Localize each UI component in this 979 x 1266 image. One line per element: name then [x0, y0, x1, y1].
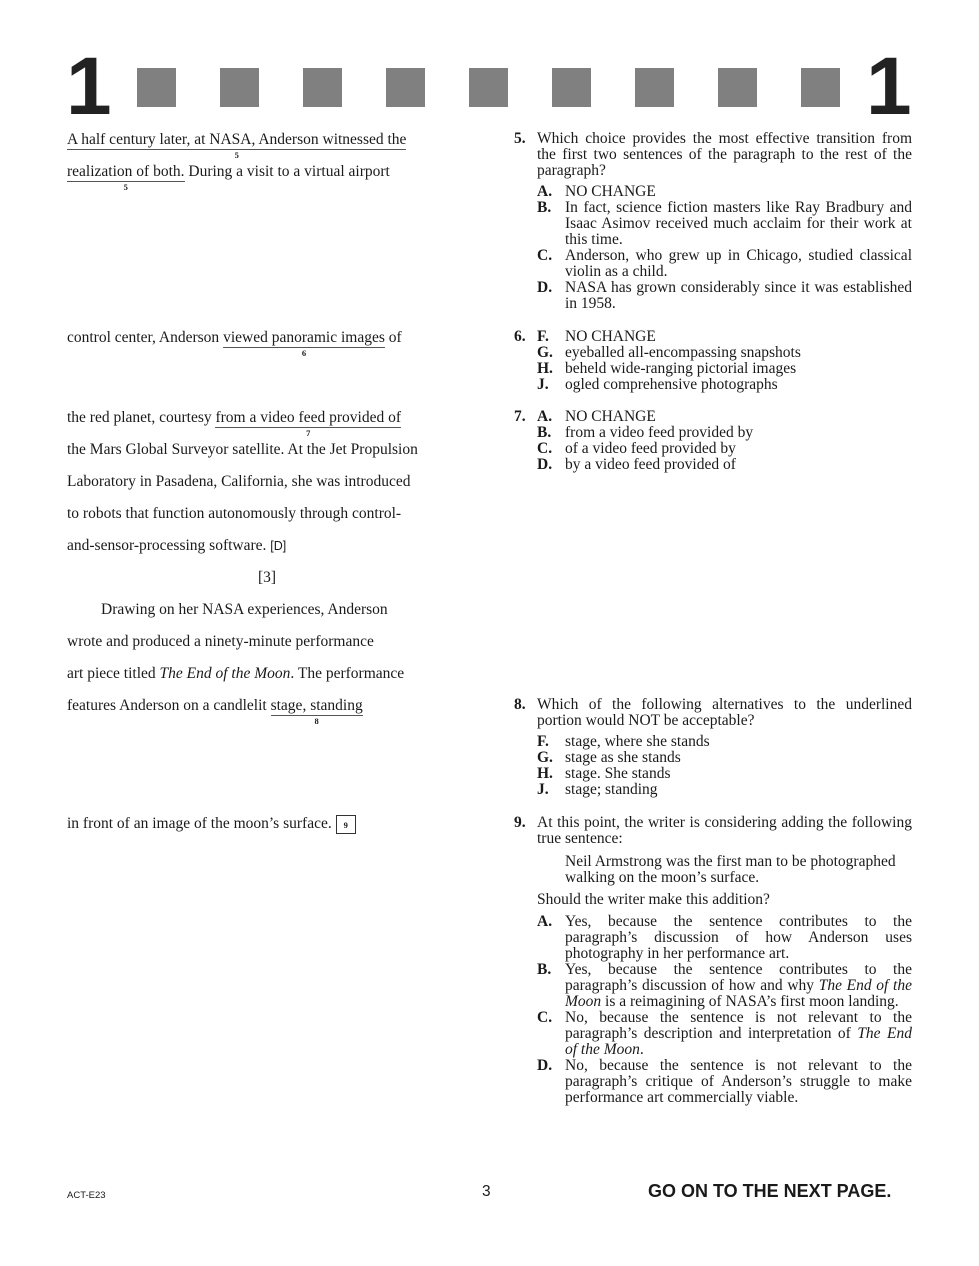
option-c[interactable]: C. No, because the sentence is not relevant to the paragraph’s description and interpretation of The End of the Moon.: [537, 1009, 912, 1058]
passage-text: During a visit to a virtual airport: [184, 163, 390, 180]
proposed-sentence: Neil Armstrong was the first man to be photographed walking on the moon’s surface.: [565, 853, 896, 886]
option-b[interactable]: B. from a video feed provided by: [537, 424, 754, 441]
underlined-portion-7[interactable]: from a video feed provided of 7: [215, 409, 401, 438]
passage-line: [67, 130, 407, 160]
passage-line: [67, 814, 356, 834]
passage-line: [67, 328, 402, 358]
option-d[interactable]: D. No, because the sentence is not relevant to the paragraph’s critique of Anderson’s struggle to make performance art commercially viable.: [537, 1057, 912, 1106]
passage-text: of: [384, 329, 402, 346]
question-ref-5: 5: [123, 182, 128, 192]
work-title: The End of the Moon: [565, 1025, 912, 1058]
question-stem: At this point, the writer is considering adding the following true sentence:: [537, 814, 912, 847]
question-number: 6.: [514, 328, 526, 345]
option-h[interactable]: H. beheld wide-ranging pictorial images: [537, 360, 797, 377]
header-square: [137, 68, 176, 107]
passage-line: the Mars Global Surveyor satellite. At the Jet Propulsion: [67, 441, 418, 458]
passage-text: . The performance: [290, 665, 405, 682]
question-9: [514, 815, 912, 1106]
option-a[interactable]: A. NO CHANGE: [537, 408, 656, 425]
header-square: [303, 68, 342, 107]
header-square: [469, 68, 508, 107]
question-box-9[interactable]: 9: [336, 815, 356, 834]
form-code: ACT-E23: [67, 1190, 106, 1201]
passage-line: wrote and produced a ninety-minute performance: [67, 633, 374, 650]
option-g[interactable]: G. eyeballed all-encompassing snapshots: [537, 344, 801, 361]
sentence-marker-d: [D]: [270, 539, 287, 553]
option-b[interactable]: B. In fact, science fiction masters like Ray Bradbury and Isaac Asimov received much acclaim for their work at this time.: [537, 199, 912, 248]
option-d[interactable]: D. by a video feed provided of: [537, 456, 736, 473]
option-b[interactable]: B. Yes, because the sentence contributes to the paragraph’s discussion of how and why The End of the Moon is a reimagining of NASA’s first moon landing.: [537, 961, 912, 1010]
paragraph-number: [3]: [258, 569, 277, 586]
passage-text: in front of an image of the moon’s surface.: [67, 815, 332, 832]
question-number: 7.: [514, 408, 526, 425]
next-page-notice: GO ON TO THE NEXT PAGE.: [648, 1181, 892, 1201]
question-number: 9.: [514, 814, 526, 831]
passage-line: [67, 696, 363, 726]
underlined-portion-5a[interactable]: A half century later, at NASA, Anderson witnessed the 5: [67, 131, 407, 160]
section-number-left: 1: [66, 41, 112, 132]
question-5: [514, 131, 912, 312]
option-h[interactable]: H. stage. She stands: [537, 765, 671, 782]
option-a[interactable]: A. Yes, because the sentence contributes to the paragraph’s discussion of how Anderson uses photography in her performance art.: [537, 913, 912, 962]
passage-line: [67, 162, 390, 192]
header-square: [386, 68, 425, 107]
option-f[interactable]: F. stage, where she stands: [537, 733, 710, 750]
question-7: [514, 409, 912, 473]
passage-text: features Anderson on a candlelit: [67, 697, 271, 714]
passage-text: the red planet, courtesy: [67, 409, 216, 426]
header-square: [718, 68, 757, 107]
question-ref-8: 8: [314, 716, 319, 726]
passage-line: [67, 408, 401, 438]
passage-line: Laboratory in Pasadena, California, she was introduced: [67, 473, 411, 490]
option-c[interactable]: C. Anderson, who grew up in Chicago, studied classical violin as a child.: [537, 247, 912, 280]
option-c[interactable]: C. of a video feed provided by: [537, 440, 736, 457]
header-square: [801, 68, 840, 107]
option-j[interactable]: J. stage; standing: [537, 781, 658, 798]
question-ref-5: 5: [234, 150, 239, 160]
question-number: 5.: [514, 130, 526, 147]
passage-line: Drawing on her NASA experiences, Anderson: [101, 601, 388, 618]
passage-line: [67, 664, 404, 684]
header-square: [552, 68, 591, 107]
passage-text: and-sensor-processing software.: [67, 537, 271, 554]
header-square: [220, 68, 259, 107]
section-number-right: 1: [866, 41, 912, 132]
passage-text: art piece titled: [67, 665, 160, 682]
underlined-portion-8[interactable]: stage, standing 8: [270, 697, 363, 726]
underlined-portion-5b[interactable]: realization of both. 5: [67, 163, 185, 192]
question-stem: Which of the following alternatives to the underlined portion would NOT be acceptable?: [537, 696, 912, 729]
passage-text: control center, Anderson: [67, 329, 224, 346]
work-title: The End of the Moon: [565, 977, 912, 1010]
option-d[interactable]: D. NASA has grown considerably since it was established in 1958.: [537, 279, 912, 312]
header-square: [635, 68, 674, 107]
question-stem: Which choice provides the most effective transition from the first two sentences of the paragraph to the rest of the paragraph?: [537, 130, 912, 179]
underlined-portion-6[interactable]: viewed panoramic images 6: [223, 329, 385, 358]
page-number: 3: [482, 1183, 491, 1200]
work-title: The End of the Moon: [159, 665, 291, 682]
question-ref-7: 7: [306, 428, 311, 438]
option-j[interactable]: J. ogled comprehensive photographs: [537, 376, 778, 393]
option-a[interactable]: A. NO CHANGE: [537, 183, 656, 200]
question-prompt: Should the writer make this addition?: [537, 891, 770, 908]
passage-line: [67, 536, 286, 556]
option-f[interactable]: F. NO CHANGE: [537, 328, 656, 345]
question-8: [514, 697, 912, 798]
question-6: [514, 329, 912, 393]
question-number: 8.: [514, 696, 526, 713]
question-ref-6: 6: [301, 348, 307, 358]
option-g[interactable]: G. stage as she stands: [537, 749, 681, 766]
passage-line: to robots that function autonomously through control-: [67, 505, 402, 522]
